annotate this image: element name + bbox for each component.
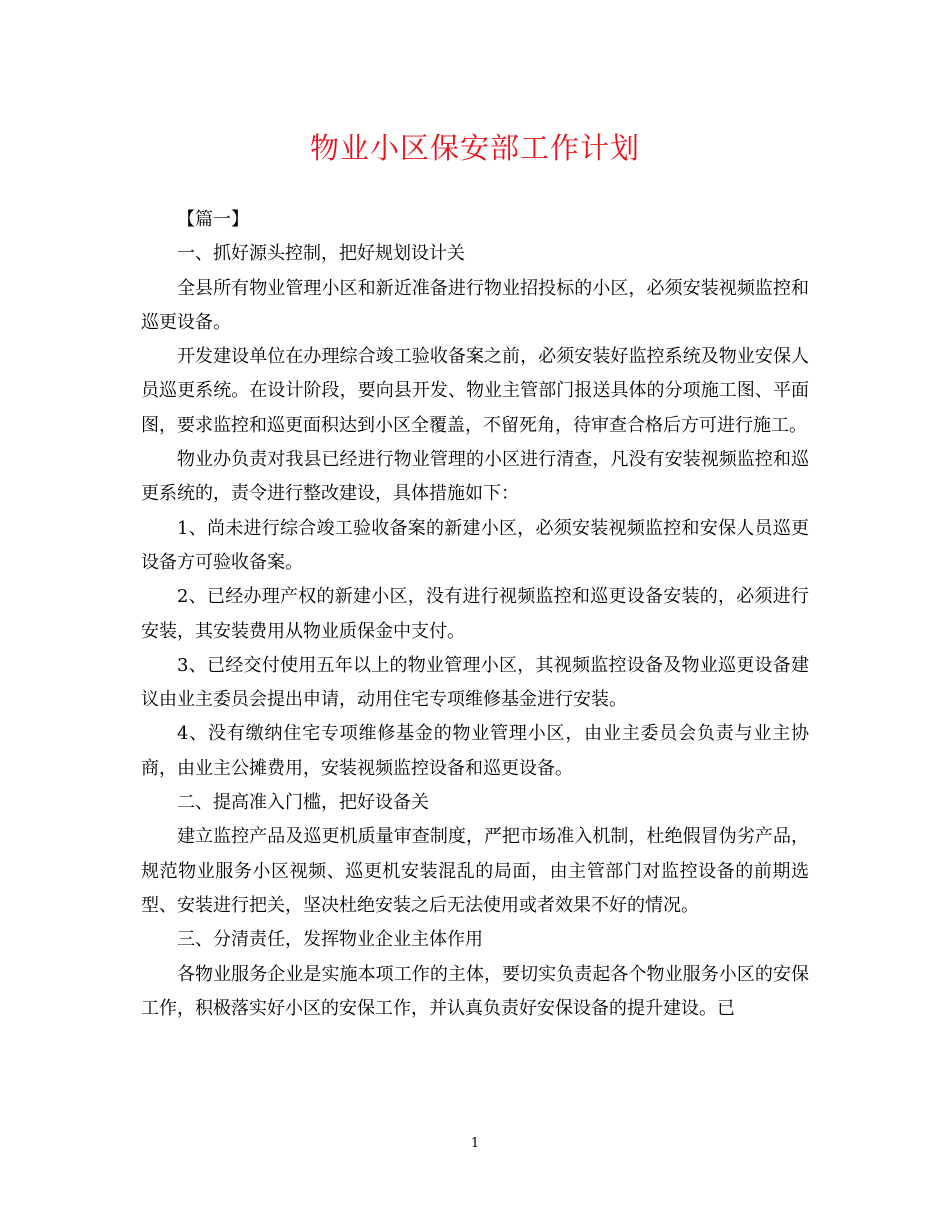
list-item: 2、已经办理产权的新建小区，没有进行视频监控和巡更设备安装的，必须进行安装，其安装费用从物业质保金中支付。 <box>141 586 809 642</box>
list-item: 3、已经交付使用五年以上的物业管理小区，其视频监控设备及物业巡更设备建议由业主委员会提出申请，动用住宅专项维修基金进行安装。 <box>141 654 809 711</box>
document-title: 物业小区保安部工作计划 <box>309 131 640 165</box>
list-item: 4、没有缴纳住宅专项维修基金的物业管理小区，由业主委员会负责与业主协商，由业主公摊费用，安装视频监控设备和巡更设备。 <box>141 723 809 779</box>
paragraph: 物业办负责对我县已经进行物业管理的小区进行清查，凡没有安装视频监控和巡更系统的，责令进行整改建设，具体措施如下： <box>141 449 809 505</box>
document-body <box>141 203 809 1026</box>
page-number: 1 <box>470 1136 480 1151</box>
section-label: 【篇一】 <box>177 209 249 230</box>
heading-2: 二、提高准入门槛，把好设备关 <box>177 792 429 814</box>
paragraph: 开发建设单位在办理综合竣工验收备案之前，必须安装好监控系统及物业安保人员巡更系统。在设计阶段，要向县开发、物业主管部门报送具体的分项施工图、平面图，要求监控和巡更面积达到小区全覆盖，不留死角，待审查合格后方可进行施工。 <box>141 346 809 436</box>
heading-3: 三、分清责任，发挥物业企业主体作用 <box>177 929 483 951</box>
paragraph: 全县所有物业管理小区和新近准备进行物业招投标的小区，必须安装视频监控和巡更设备。 <box>141 277 809 333</box>
list-item: 1、尚未进行综合竣工验收备案的新建小区，必须安装视频监控和安保人员巡更设备方可验收备案。 <box>141 517 809 573</box>
paragraph: 各物业服务企业是实施本项工作的主体，要切实负责起各个物业服务小区的安保工作，积极落实好小区的安保工作，并认真负责好安保设备的提升建设。已 <box>141 963 809 1019</box>
paragraph: 建立监控产品及巡更机质量审查制度，严把市场准入机制，杜绝假冒伪劣产品，规范物业服务小区视频、巡更机安装混乱的局面，由主管部门对监控设备的前期选型、安装进行把关，坚决杜绝安装之后无法使用或者效果不好的情况。 <box>141 826 809 916</box>
heading-1: 一、抓好源头控制，把好规划设计关 <box>177 243 465 265</box>
